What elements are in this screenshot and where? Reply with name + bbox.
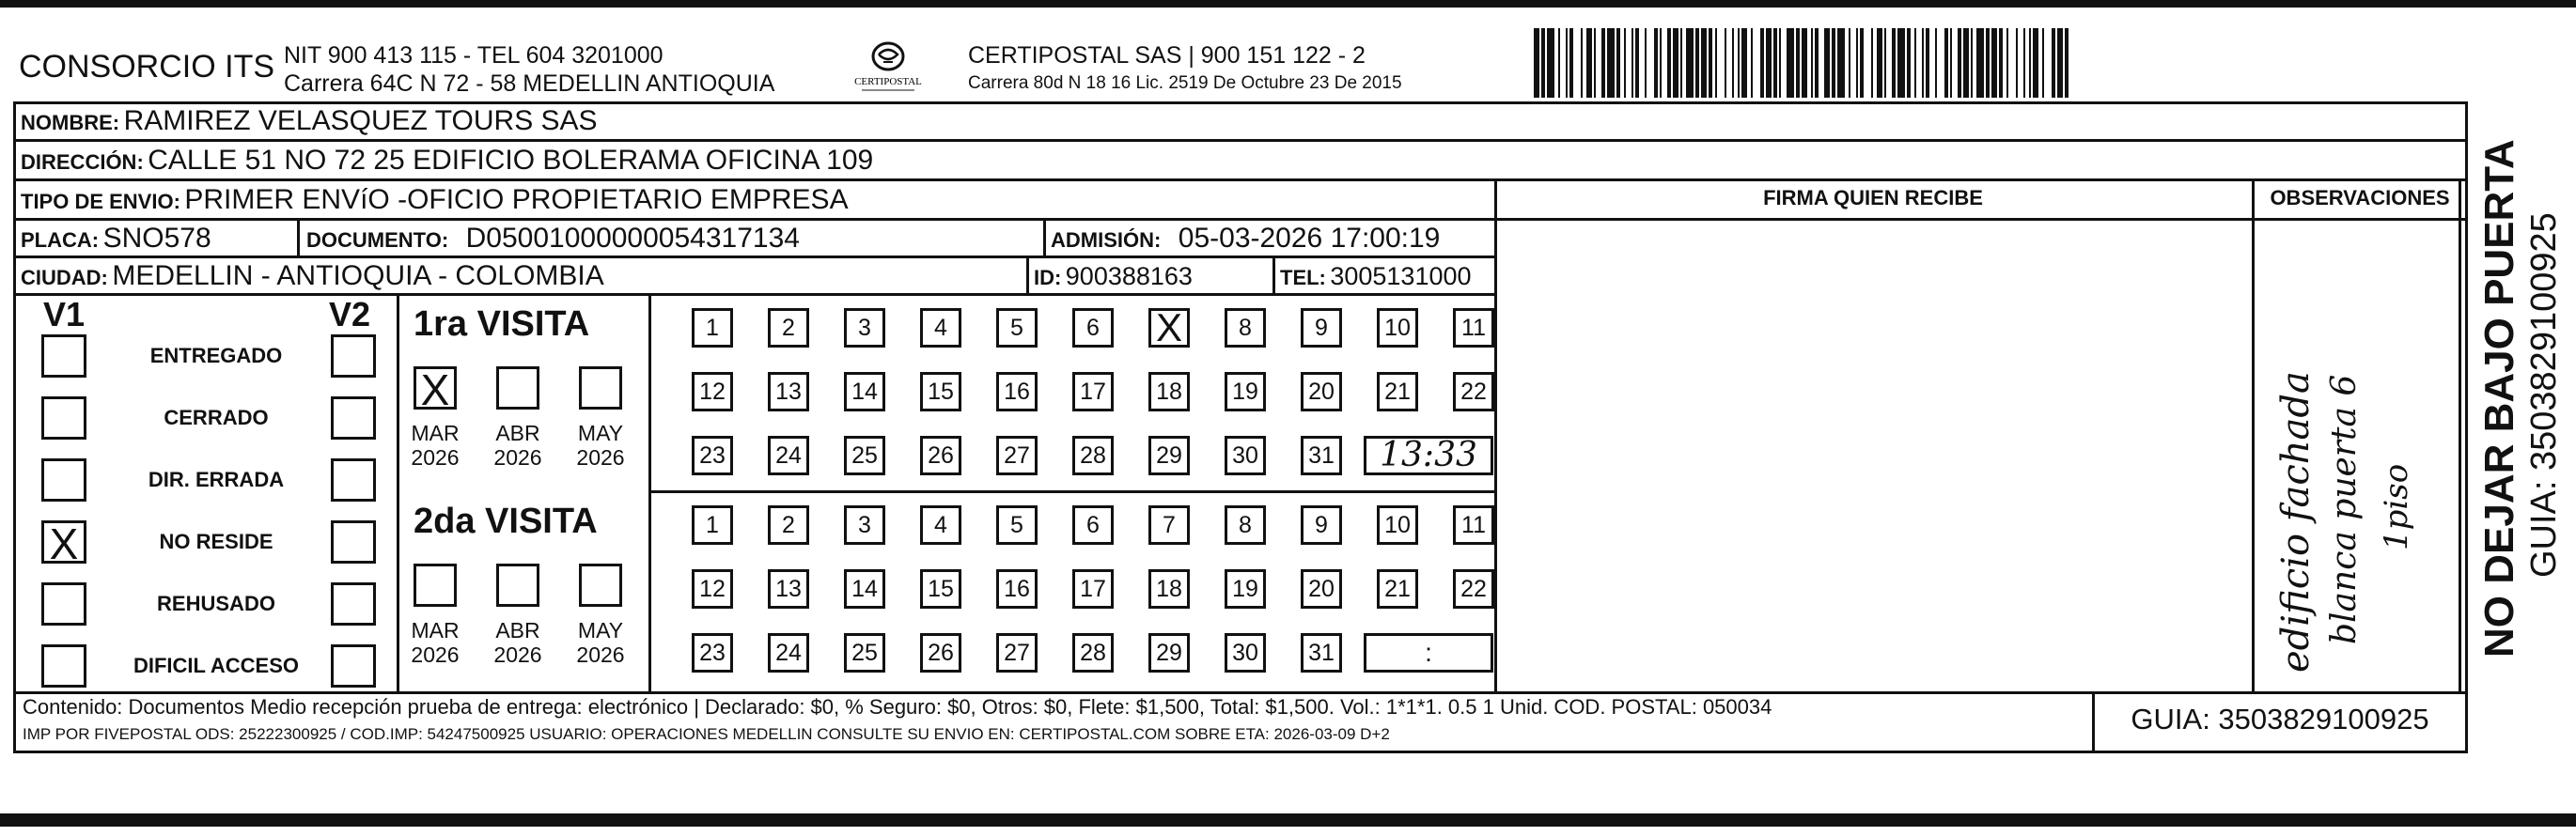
day-checkbox[interactable]: 21 bbox=[1377, 569, 1418, 609]
day-checkbox[interactable]: 15 bbox=[920, 569, 961, 609]
nombre-value: RAMIREZ VELASQUEZ TOURS SAS bbox=[123, 105, 598, 136]
day-checkbox[interactable]: 19 bbox=[1225, 372, 1266, 411]
day-checkbox[interactable]: 22 bbox=[1453, 372, 1494, 411]
month-checkbox[interactable] bbox=[579, 564, 622, 607]
month-year: 2026 bbox=[411, 445, 460, 470]
day-checkbox[interactable]: 31 bbox=[1301, 436, 1342, 475]
status-label: DIR. ERRADA bbox=[148, 468, 285, 491]
status-label: CERRADO bbox=[164, 406, 269, 429]
day-checkbox[interactable]: 6 bbox=[1072, 505, 1114, 545]
observaciones-area bbox=[2261, 222, 2457, 689]
v2-label: V2 bbox=[329, 295, 371, 333]
day-checkbox[interactable]: 20 bbox=[1301, 372, 1342, 411]
direccion-value: CALLE 51 NO 72 25 EDIFICIO BOLERAMA OFICINA 109 bbox=[148, 145, 874, 176]
documento-label: DOCUMENTO: bbox=[306, 228, 449, 252]
signature-area[interactable] bbox=[1498, 220, 2250, 689]
month-year: 2026 bbox=[493, 642, 542, 667]
month-checkbox[interactable] bbox=[579, 366, 622, 410]
day-checkbox[interactable]: 20 bbox=[1301, 569, 1342, 609]
day-checkbox[interactable]: 25 bbox=[844, 436, 885, 475]
month-checkbox[interactable] bbox=[414, 366, 457, 410]
cert-license: Carrera 80d N 18 16 Lic. 2519 De Octubre 23 De 2015 bbox=[968, 73, 1402, 93]
day-checkbox[interactable] bbox=[1148, 308, 1190, 348]
day-checkbox[interactable]: 12 bbox=[692, 569, 733, 609]
v1-checkbox[interactable] bbox=[41, 644, 86, 688]
day-checkbox[interactable]: 22 bbox=[1453, 569, 1494, 609]
company-address: Carrera 64C N 72 - 58 MEDELLIN ANTIOQUIA bbox=[284, 70, 775, 97]
status-label: DIFICIL ACCESO bbox=[133, 654, 299, 677]
observation-line-3: 1piso bbox=[2378, 463, 2415, 550]
certipostal-logo bbox=[841, 36, 935, 101]
day-checkbox[interactable]: 27 bbox=[996, 633, 1038, 673]
day-checkbox[interactable]: 5 bbox=[996, 308, 1038, 348]
nombre-label: NOMBRE: bbox=[21, 111, 120, 134]
footer-guia: GUIA: 3503829100925 bbox=[2131, 703, 2429, 735]
day-checkbox[interactable]: 8 bbox=[1225, 308, 1266, 348]
day-checkbox[interactable]: 17 bbox=[1072, 569, 1114, 609]
day-checkbox[interactable]: 16 bbox=[996, 569, 1038, 609]
month-year: 2026 bbox=[411, 642, 460, 667]
nit-line: NIT 900 413 115 - TEL 604 3201000 bbox=[284, 42, 664, 69]
day-checkbox[interactable]: 9 bbox=[1301, 505, 1342, 545]
v1-checkbox[interactable] bbox=[41, 334, 86, 378]
day-checkbox[interactable]: 8 bbox=[1225, 505, 1266, 545]
tel-field bbox=[1280, 262, 1472, 291]
month-year: 2026 bbox=[576, 642, 625, 667]
ciudad-label: CIUDAD: bbox=[21, 266, 108, 289]
v1-checkbox[interactable] bbox=[41, 458, 86, 502]
day-checkbox[interactable]: 13 bbox=[768, 372, 809, 411]
direccion-label: DIRECCIÓN: bbox=[21, 150, 144, 174]
v2-checkbox[interactable] bbox=[331, 458, 376, 502]
side-warning: NO DEJAR BAJO PUERTA bbox=[2476, 139, 2522, 658]
day-checkbox[interactable]: 18 bbox=[1148, 372, 1190, 411]
day-checkbox[interactable]: 26 bbox=[920, 633, 961, 673]
day-checkbox[interactable]: 14 bbox=[844, 372, 885, 411]
v2-checkbox[interactable] bbox=[331, 334, 376, 378]
certipostal-info bbox=[968, 41, 1402, 98]
day-checkbox[interactable]: 11 bbox=[1453, 505, 1494, 545]
imp-text: IMP POR FIVEPOSTAL ODS: 25222300925 / COD.IMP: 54247500925 USUARIO: OPERACIONES MEDELLIN CONSULTE SU ENVIO EN: CERTIPOSTAL.COM SOBRE ETA: 2026-03-09 D+2 bbox=[23, 725, 1390, 743]
day-checkbox[interactable]: 30 bbox=[1225, 633, 1266, 673]
admision-value: 05-03-2026 17:00:19 bbox=[1178, 223, 1441, 254]
nombre-row bbox=[21, 105, 598, 137]
direccion-row bbox=[21, 145, 873, 177]
day-checkbox[interactable]: 3 bbox=[844, 505, 885, 545]
month-label bbox=[485, 618, 551, 667]
barcode bbox=[1534, 28, 2068, 98]
day-checkbox[interactable]: 11 bbox=[1453, 308, 1494, 348]
svg-text:CERTIPOSTAL: CERTIPOSTAL bbox=[854, 76, 922, 87]
placa-value: SNO578 bbox=[102, 223, 211, 254]
day-checkbox[interactable]: 28 bbox=[1072, 436, 1114, 475]
admision-label: ADMISIÓN: bbox=[1051, 228, 1162, 252]
month-checkbox[interactable] bbox=[496, 366, 539, 410]
id-label: ID: bbox=[1034, 266, 1062, 289]
month-name: ABR bbox=[495, 618, 540, 642]
side-guia: GUIA: 3503829100925 bbox=[2524, 212, 2564, 578]
day-checkbox[interactable]: 2 bbox=[768, 308, 809, 348]
month-year: 2026 bbox=[576, 445, 625, 470]
month-name: ABR bbox=[495, 421, 540, 445]
day-checkbox[interactable]: 9 bbox=[1301, 308, 1342, 348]
status-label: REHUSADO bbox=[157, 592, 275, 615]
month-label bbox=[402, 618, 468, 667]
month-label bbox=[568, 421, 633, 470]
month-year: 2026 bbox=[493, 445, 542, 470]
day-checkbox[interactable]: 29 bbox=[1148, 633, 1190, 673]
documento-field bbox=[306, 223, 800, 255]
visit-title: 1ra VISITA bbox=[414, 304, 590, 344]
placa-label: PLACA: bbox=[21, 228, 100, 252]
time-field[interactable]: : bbox=[1364, 633, 1493, 673]
day-checkbox[interactable]: 26 bbox=[920, 436, 961, 475]
status-label: ENTREGADO bbox=[149, 344, 283, 367]
day-checkbox[interactable]: 2 bbox=[768, 505, 809, 545]
visit-title: 2da VISITA bbox=[414, 502, 598, 541]
day-checkbox[interactable]: 19 bbox=[1225, 569, 1266, 609]
admision-field bbox=[1051, 223, 1440, 255]
ciudad-value: MEDELLIN - ANTIOQUIA - COLOMBIA bbox=[112, 260, 604, 291]
day-checkbox[interactable]: 16 bbox=[996, 372, 1038, 411]
day-checkbox[interactable]: 24 bbox=[768, 436, 809, 475]
day-checkbox[interactable]: 31 bbox=[1301, 633, 1342, 673]
v2-checkbox[interactable] bbox=[331, 644, 376, 688]
day-checkbox[interactable]: 23 bbox=[692, 436, 733, 475]
month-label bbox=[485, 421, 551, 470]
tel-label: TEL: bbox=[1280, 266, 1326, 289]
month-checkbox[interactable] bbox=[496, 564, 539, 607]
day-checkbox[interactable]: 25 bbox=[844, 633, 885, 673]
day-checkbox[interactable]: 29 bbox=[1148, 436, 1190, 475]
v1-label: V1 bbox=[43, 295, 86, 333]
day-checkbox[interactable]: 1 bbox=[692, 505, 733, 545]
day-checkbox[interactable]: 21 bbox=[1377, 372, 1418, 411]
day-checkbox[interactable]: 1 bbox=[692, 308, 733, 348]
status-label: NO RESIDE bbox=[159, 530, 273, 553]
v1-checkbox[interactable] bbox=[41, 582, 86, 626]
company-name: CONSORCIO ITS bbox=[19, 49, 275, 85]
month-label bbox=[568, 618, 633, 667]
v2-checkbox[interactable] bbox=[331, 520, 376, 564]
day-checkbox[interactable]: 27 bbox=[996, 436, 1038, 475]
observation-line-1: edificio fachada bbox=[2274, 371, 2318, 673]
day-checkbox[interactable]: 17 bbox=[1072, 372, 1114, 411]
company-contact bbox=[284, 41, 774, 98]
tipo-envio-row bbox=[21, 184, 849, 216]
day-checkbox[interactable]: 23 bbox=[692, 633, 733, 673]
v1-checkbox[interactable] bbox=[41, 520, 86, 564]
month-name: MAY bbox=[577, 618, 624, 642]
top-rule bbox=[0, 0, 2576, 8]
contenido-text: Contenido: Documentos Medio recepción prueba de entrega: electrónico | Declarado: $0, % Seguro: $0, Otros: $0, Flete: $1,500, Total: $1,500. Vol.: 1*1*1. 0.5 1 Unid. COD. POSTAL: 050034 bbox=[23, 695, 1772, 719]
observaciones-label: OBSERVACIONES bbox=[2270, 186, 2450, 209]
day-checkbox[interactable]: 5 bbox=[996, 505, 1038, 545]
day-checkbox[interactable]: 6 bbox=[1072, 308, 1114, 348]
placa-field bbox=[21, 223, 211, 255]
day-checkbox[interactable]: 3 bbox=[844, 308, 885, 348]
day-checkbox[interactable]: 13 bbox=[768, 569, 809, 609]
day-checkbox[interactable]: 4 bbox=[920, 505, 961, 545]
month-checkbox[interactable] bbox=[414, 564, 457, 607]
day-checkbox[interactable]: 24 bbox=[768, 633, 809, 673]
v2-checkbox[interactable] bbox=[331, 582, 376, 626]
day-checkbox[interactable]: 7 bbox=[1148, 505, 1190, 545]
month-name: MAY bbox=[577, 421, 624, 445]
tel-value: 3005131000 bbox=[1330, 262, 1472, 290]
firma-label: FIRMA QUIEN RECIBE bbox=[1763, 186, 1983, 209]
day-checkbox[interactable]: 10 bbox=[1377, 308, 1418, 348]
day-checkbox[interactable]: 14 bbox=[844, 569, 885, 609]
day-checkbox[interactable]: 12 bbox=[692, 372, 733, 411]
month-label bbox=[402, 421, 468, 470]
day-checkbox[interactable]: 30 bbox=[1225, 436, 1266, 475]
documento-value: D05001000000054317134 bbox=[465, 223, 800, 254]
cert-line: CERTIPOSTAL SAS | 900 151 122 - 2 bbox=[968, 42, 1366, 69]
month-name: MAR bbox=[411, 618, 460, 642]
day-checkbox[interactable]: 4 bbox=[920, 308, 961, 348]
bottom-rule bbox=[0, 813, 2576, 827]
tipo-envio-value: PRIMER ENVíO -OFICIO PROPIETARIO EMPRESA bbox=[184, 184, 849, 215]
day-checkbox[interactable]: 15 bbox=[920, 372, 961, 411]
v2-checkbox[interactable] bbox=[331, 396, 376, 440]
day-checkbox[interactable]: 28 bbox=[1072, 633, 1114, 673]
observation-line-2: blanca puerta 6 bbox=[2325, 374, 2364, 644]
v1-checkbox[interactable] bbox=[41, 396, 86, 440]
id-value: 900388163 bbox=[1065, 262, 1193, 290]
tipo-envio-label: TIPO DE ENVIO: bbox=[21, 190, 180, 213]
day-checkbox[interactable]: 18 bbox=[1148, 569, 1190, 609]
ciudad-field bbox=[21, 260, 604, 292]
id-field bbox=[1034, 262, 1193, 291]
month-name: MAR bbox=[411, 421, 460, 445]
day-checkbox[interactable]: 10 bbox=[1377, 505, 1418, 545]
time-field[interactable]: 13:33 bbox=[1364, 436, 1493, 475]
